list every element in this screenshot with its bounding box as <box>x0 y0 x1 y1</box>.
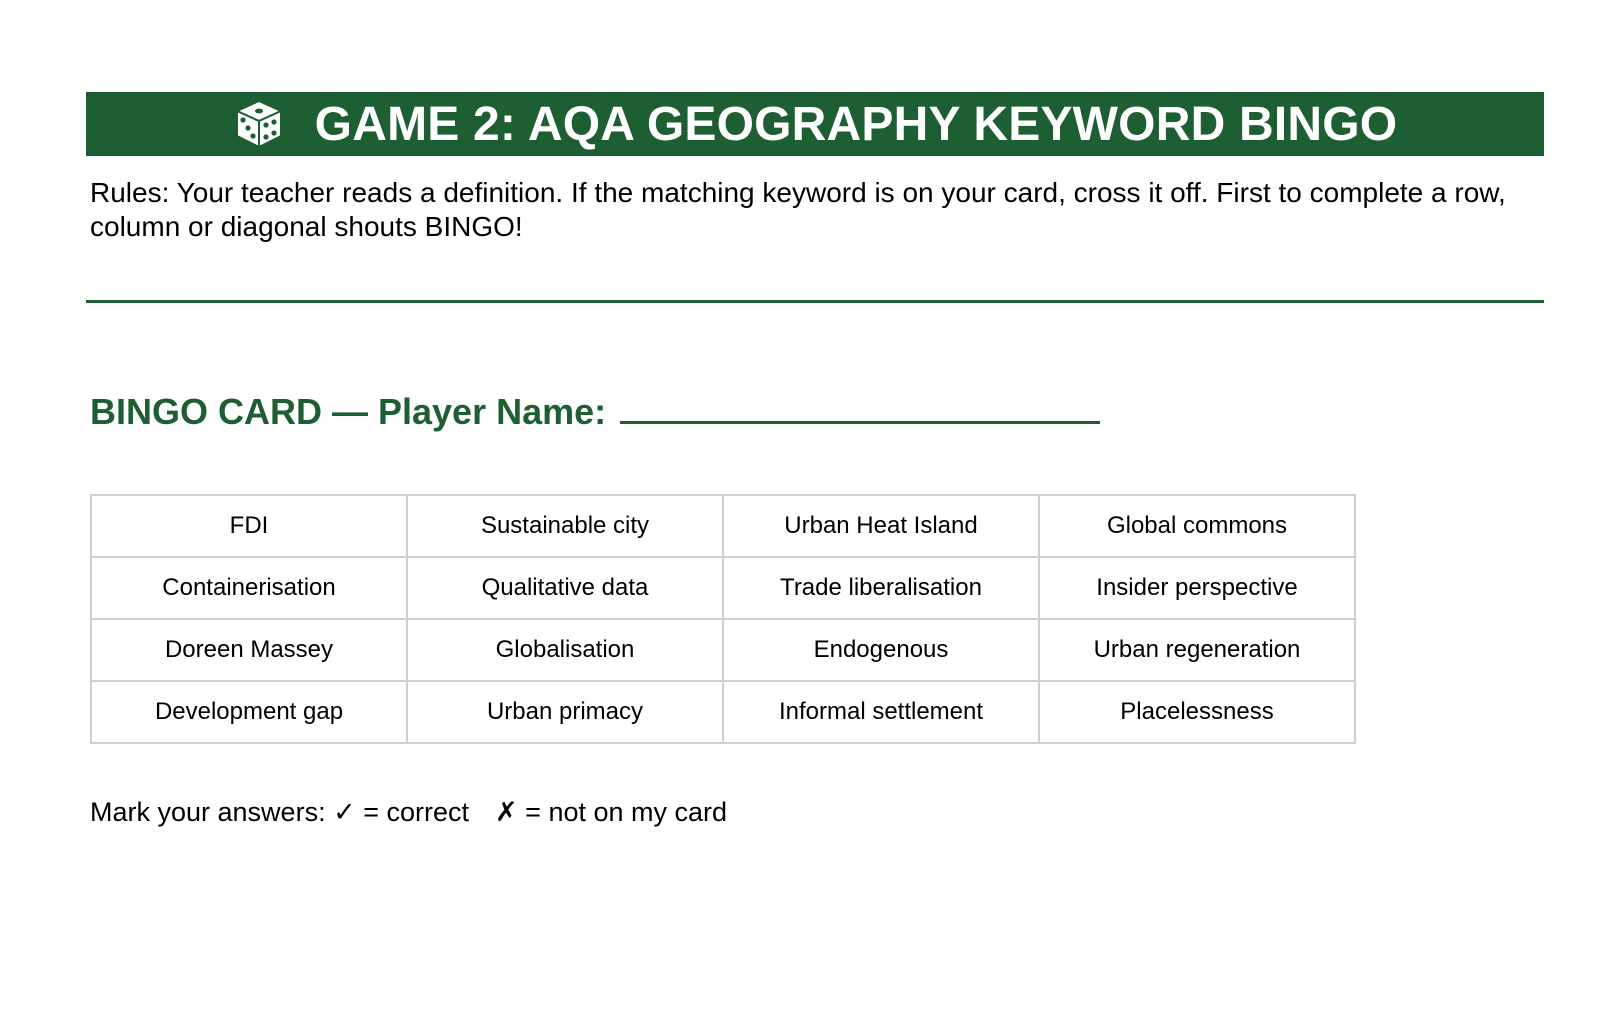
bingo-card-heading-label: BINGO CARD — Player Name: <box>90 391 607 432</box>
bingo-cell: Urban Heat Island <box>723 495 1039 557</box>
bingo-cell: Containerisation <box>91 557 407 619</box>
rules-text: Rules: Your teacher reads a definition. If the matching keyword is on your card, cross it off. First to complete a row, column or diagonal shouts BINGO! <box>90 177 1506 242</box>
bingo-cell: Qualitative data <box>407 557 723 619</box>
bingo-cell: Informal settlement <box>723 681 1039 743</box>
not-on-card-legend: = not on my card <box>525 797 728 827</box>
bingo-cell: Urban regeneration <box>1039 619 1355 681</box>
cross-icon: ✗ <box>495 797 518 827</box>
bingo-card-heading <box>90 390 1100 434</box>
section-divider <box>86 300 1544 303</box>
bingo-cell: Trade liberalisation <box>723 557 1039 619</box>
bingo-cell: Globalisation <box>407 619 723 681</box>
marking-key-label: Mark your answers: <box>90 797 326 827</box>
bingo-cell: Development gap <box>91 681 407 743</box>
bingo-cell: Insider perspective <box>1039 557 1355 619</box>
check-icon: ✓ <box>333 797 356 827</box>
bingo-grid <box>90 494 1356 744</box>
table-row <box>91 681 1355 743</box>
bingo-cell: Global commons <box>1039 495 1355 557</box>
dice-icon <box>233 98 285 150</box>
bingo-cell: Placelessness <box>1039 681 1355 743</box>
bingo-cell: Urban primacy <box>407 681 723 743</box>
bingo-cell: Sustainable city <box>407 495 723 557</box>
player-name-line <box>620 391 1100 424</box>
page-title: GAME 2: AQA GEOGRAPHY KEYWORD BINGO <box>314 97 1398 151</box>
bingo-cell: FDI <box>91 495 407 557</box>
table-row <box>91 495 1355 557</box>
bingo-cell: Endogenous <box>723 619 1039 681</box>
marking-key <box>90 797 727 828</box>
bingo-cell: Doreen Massey <box>91 619 407 681</box>
correct-legend: = correct <box>363 797 470 827</box>
table-row <box>91 557 1355 619</box>
title-banner <box>86 92 1544 156</box>
table-row <box>91 619 1355 681</box>
